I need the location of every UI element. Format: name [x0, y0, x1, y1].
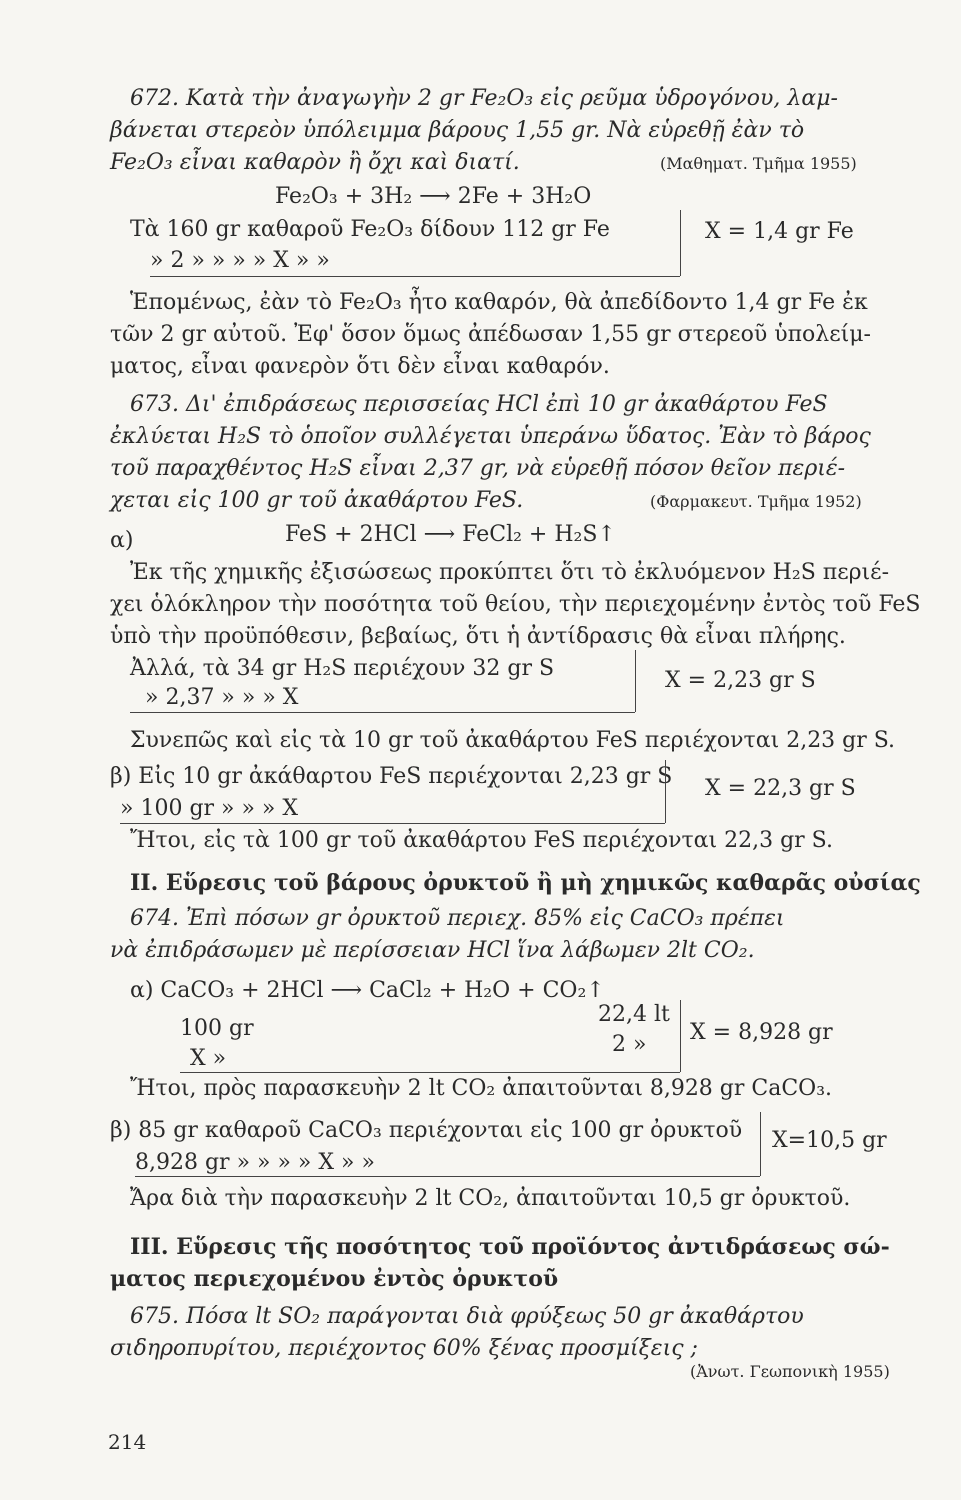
p673-divider — [635, 650, 636, 712]
p674-a-rule — [180, 1072, 680, 1073]
p675-line2: σιδηροπυρίτου, περιέχοντος 60% ξένας προσμίξεις ; — [110, 1336, 698, 1361]
p672-proportion-2: » 2 » » » » X » » — [150, 248, 330, 273]
p673-b-divider — [665, 760, 666, 823]
p673-line4: χεται εἰς 100 gr τοῦ ἀκαθάρτου FeS. — [110, 488, 524, 513]
p674-line2: νὰ ἐπιδράσωμεν μὲ περίσσειαν HCl ἵνα λάβωμεν 2lt CO₂. — [110, 938, 755, 963]
p674-b-divider — [760, 1112, 761, 1176]
p674-text-2: Ἄρα διὰ τὴν παρασκευὴν 2 lt CO₂, ἀπαιτοῦνται 10,5 gr ὀρυκτοῦ. — [130, 1186, 851, 1211]
p674-a-divider — [680, 1000, 681, 1072]
section-3-title-1: III. Εὕρεσις τῆς ποσότητος τοῦ προϊόντος ἀντιδράσεως σώ- — [130, 1234, 890, 1260]
p673-b-proportion-1: β) Εἰς 10 gr ἀκάθαρτου FeS περιέχονται 2,23 gr S — [110, 764, 673, 789]
p672-line3: Fe₂O₃ εἶναι καθαρὸν ἢ ὄχι καὶ διατί. — [110, 150, 520, 175]
p674-b-result: X=10,5 gr — [772, 1128, 887, 1153]
p674-a-left-2: X » — [190, 1046, 227, 1071]
p675-line1: 675. Πόσα lt SO₂ παράγονται διὰ φρύξεως 50 gr ἀκαθάρτου — [130, 1304, 804, 1329]
p673-line2: ἐκλύεται H₂S τὸ ὁποῖον συλλέγεται ὑπεράνω ὕδατος. Ἐὰν τὸ βάρος — [110, 424, 871, 449]
p673-result: X = 2,23 gr S — [665, 668, 816, 693]
p673-source: (Φαρμακευτ. Τμῆμα 1952) — [650, 492, 862, 511]
p673-text-2: χει ὁλόκληρον τὴν ποσότητα τοῦ θείου, τὴν περιεχομένην ἐντὸς τοῦ FeS — [110, 592, 921, 617]
p673-b-result: X = 22,3 gr S — [705, 776, 856, 801]
p672-line2: βάνεται στερεὸν ὑπόλειμμα βάρους 1,55 gr. Νὰ εὑρεθῇ ἐὰν τὸ — [110, 118, 805, 143]
p674-text-1: Ἤτοι, πρὸς παρασκευὴν 2 lt CO₂ ἀπαιτοῦνται 8,928 gr CaCO₃. — [130, 1076, 833, 1101]
p673-equation: FeS + 2HCl ⟶ FeCl₂ + H₂S↑ — [285, 522, 616, 547]
p673-b-proportion-2: » 100 gr » » » X — [120, 796, 299, 821]
p674-b-rule — [135, 1176, 760, 1177]
p673-line1: 673. Δι' ἐπιδράσεως περισσείας HCl ἐπὶ 10 gr ἀκαθάρτου FeS — [130, 392, 828, 417]
p673-rule — [130, 712, 635, 713]
p672-text-3: ματος, εἶναι φανερὸν ὅτι δὲν εἶναι καθαρόν. — [110, 354, 610, 379]
p674-a-result: X = 8,928 gr — [690, 1020, 833, 1045]
p672-result: X = 1,4 gr Fe — [705, 219, 854, 244]
p672-equation: Fe₂O₃ + 3H₂ ⟶ 2Fe + 3H₂O — [275, 184, 592, 209]
p672-source: (Μαθηματ. Τμῆμα 1955) — [660, 154, 857, 173]
p674-line1: 674. Ἐπὶ πόσων gr ὀρυκτοῦ περιεχ. 85% εἰς CaCO₃ πρέπει — [130, 906, 785, 931]
page-number: 214 — [108, 1430, 147, 1454]
p673-text-4: Συνεπῶς καὶ εἰς τὰ 10 gr τοῦ ἀκαθάρτου FeS περιέχονται 2,23 gr S. — [130, 728, 896, 753]
p674-a-right-2: 2 » — [612, 1032, 647, 1057]
p673-a-label: α) — [110, 528, 134, 553]
p674-a-left-1: 100 gr — [180, 1016, 254, 1041]
p672-line1: 672. Κατὰ τὴν ἀναγωγὴν 2 gr Fe₂O₃ εἰς ρεῦμα ὑδρογόνου, λαμ- — [130, 86, 838, 111]
section-2-title: II. Εὕρεσις τοῦ βάρους ὀρυκτοῦ ἢ μὴ χημικῶς καθαρᾶς οὐσίας — [130, 870, 921, 896]
p672-text-2: τῶν 2 gr αὐτοῦ. Ἐφ' ὅσον ὅμως ἀπέδωσαν 1,55 gr στερεοῦ ὑπολείμ- — [110, 322, 871, 347]
p673-text-3: ὑπὸ τὴν προϋπόθεσιν, βεβαίως, ὅτι ἡ ἀντίδρασις θὰ εἶναι πλήρης. — [110, 624, 846, 649]
section-3-title-2: ματος περιεχομένου ἐντὸς ὀρυκτοῦ — [110, 1266, 559, 1292]
p672-proportion-1: Τὰ 160 gr καθαροῦ Fe₂O₃ δίδουν 112 gr Fe — [130, 217, 610, 242]
p674-b-proportion-1: β) 85 gr καθαροῦ CaCO₃ περιέχονται εἰς 100 gr ὀρυκτοῦ — [110, 1118, 743, 1143]
p673-proportion-2: » 2,37 » » » X — [145, 685, 299, 710]
p672-rule — [150, 276, 680, 277]
p673-proportion-1: Ἀλλά, τὰ 34 gr H₂S περιέχουν 32 gr S — [130, 656, 555, 681]
p672-divider — [680, 210, 681, 276]
p673-text-5: Ἤτοι, εἰς τὰ 100 gr τοῦ ἀκαθάρτου FeS περιέχονται 22,3 gr S. — [130, 828, 833, 853]
p674-a-right-1: 22,4 lt — [598, 1002, 670, 1027]
p673-text-1: Ἐκ τῆς χημικῆς ἐξισώσεως προκύπτει ὅτι τὸ ἐκλυόμενον H₂S περιέ- — [130, 560, 889, 585]
p673-line3: τοῦ παραχθέντος H₂S εἶναι 2,37 gr, νὰ εὑρεθῇ πόσον θεῖον περιέ- — [110, 456, 846, 481]
p674-equation: α) CaCO₃ + 2HCl ⟶ CaCl₂ + H₂O + CO₂↑ — [130, 978, 605, 1003]
p674-b-proportion-2: 8,928 gr » » » » X » » — [135, 1150, 375, 1175]
p675-source: (Ἀνωτ. Γεωπονικὴ 1955) — [690, 1362, 890, 1381]
p672-text-1: Ἑπομένως, ἐὰν τὸ Fe₂O₃ ἦτο καθαρόν, θὰ ἀπεδίδοντο 1,4 gr Fe ἐκ — [130, 290, 868, 315]
p673-b-rule — [120, 823, 665, 824]
